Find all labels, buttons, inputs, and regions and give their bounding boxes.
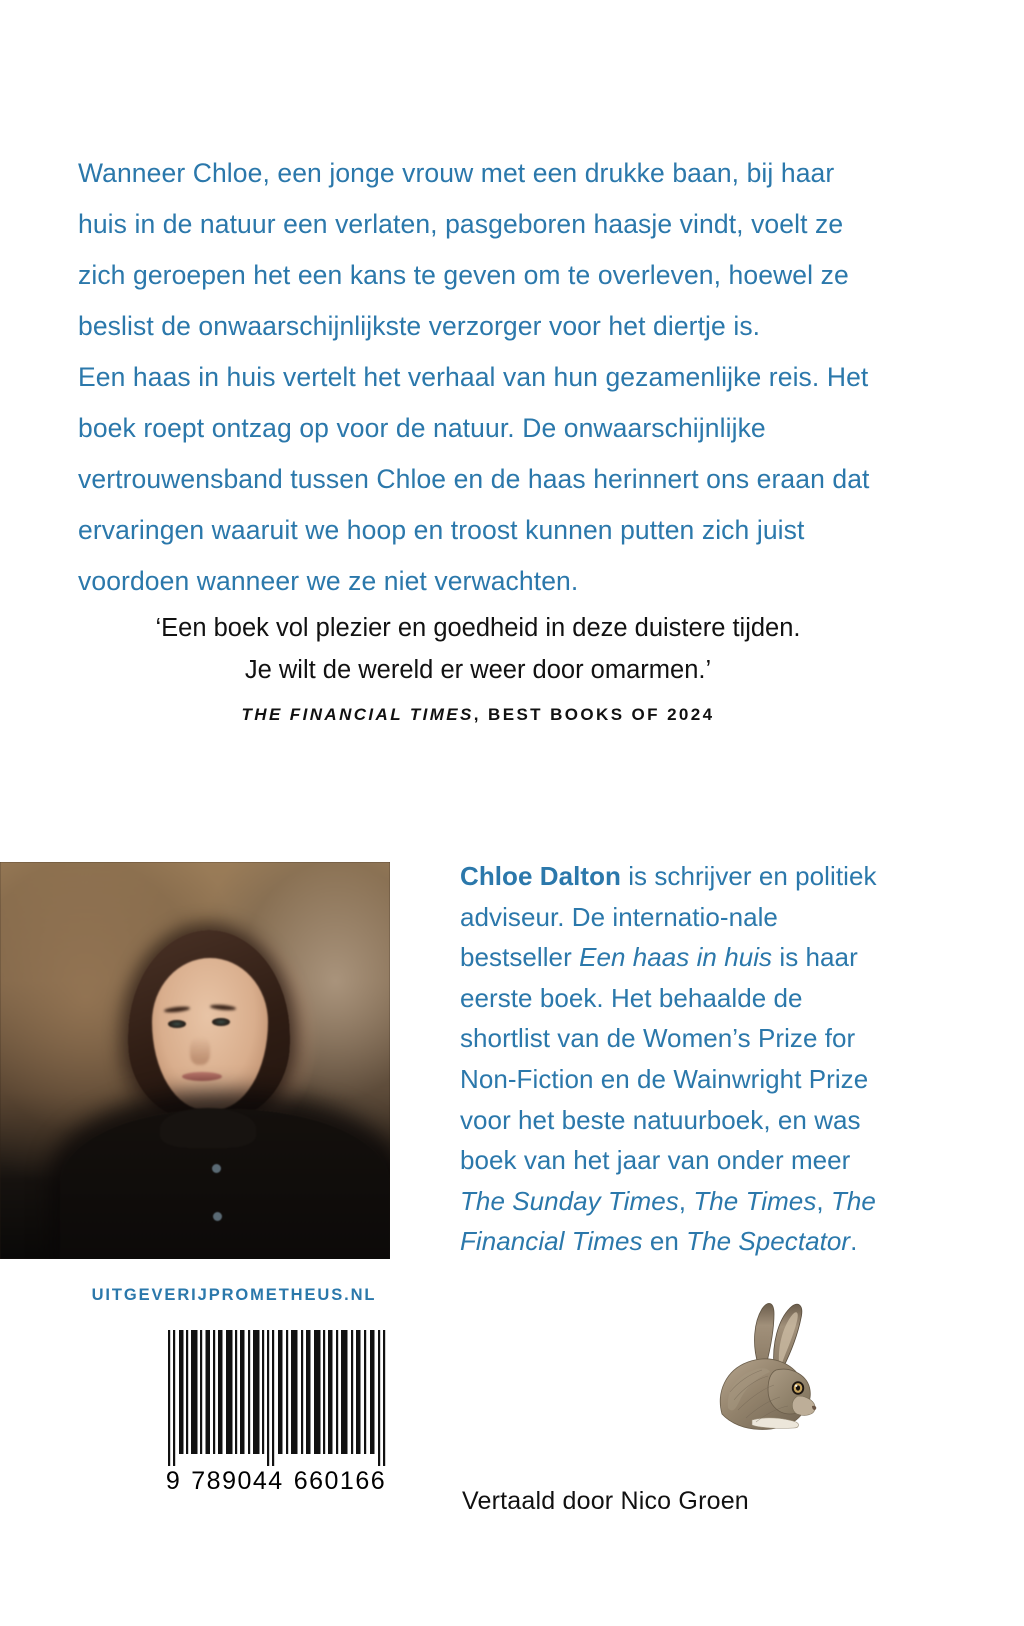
bio-paper-3: The Financial Times [460,1185,876,1257]
barcode-bars-icon [160,1330,392,1466]
bio-sep-2: , [816,1185,831,1216]
bio-sep-1: , [678,1185,694,1216]
portrait-mouth [182,1072,222,1081]
portrait-eye-right [212,1018,230,1026]
blurb-text [78,148,878,607]
author-bio-paragraph [460,856,880,1262]
bio-text-2: is haar eerste boek. Het behaalde de shortlist van de Women’s Prize for Non-Fiction en de Wainwright Prize voor het beste natuurboek, en was boek van het jaar van onder meer [460,942,869,1176]
translator-credit: Vertaald door Nico Groen [462,1487,749,1515]
bio-text-1: is schrijver en politiek adviseur. De internatio-nale bestseller [460,861,877,973]
pull-quote-line-1: ‘Een boek vol plezier en goedheid in deze duistere tijden. [155,614,801,642]
blurb-paragraph-2: Een haas in huis vertelt het verhaal van hun gezamenlijke reis. Het boek roept ontzag op voor de natuur. De onwaarschijnlijke vertrouwensband tussen Chloe en de haas herinnert ons eraan dat ervaringen waaruit we hoop en troost kunnen putten zich juist voordoen wanneer we ze niet verwachten. [78,362,870,596]
author-photo-image [0,862,390,1259]
bio-sep-3: en [642,1226,687,1257]
isbn-group-2: 660166 [293,1467,387,1495]
bio-paper-2: The Times [693,1185,817,1216]
bio-book-title: Een haas in huis [579,942,773,973]
portrait-button-top [212,1164,221,1173]
isbn-lead-digit: 9 [165,1467,182,1495]
author-name: Chloe Dalton [460,861,621,891]
bio-end: . [850,1226,858,1257]
bio-paper-4: The Spectator [686,1226,851,1257]
author-bio [460,856,880,1262]
isbn-number [160,1467,392,1496]
bio-paper-1: The Sunday Times [460,1185,679,1216]
hare-illustration-icon [700,1288,840,1448]
quote-source-suffix: , BEST BOOKS OF 2024 [473,705,715,724]
quote-source-name: THE FINANCIAL TIMES [241,705,474,724]
pull-quote-line-2: Je wilt de wereld er weer door omarmen.’ [244,656,712,684]
portrait-nose [190,1037,210,1065]
blurb-paragraph-1: Wanneer Chloe, een jonge vrouw met een drukke baan, bij haar huis in de natuur een verlaten, pasgeboren haasje vindt, voelt ze zich geroepen het een kans te geven om te overleven, hoewel ze beslist de onwaarschijnlijkste verzorger voor het diertje is. [78,158,849,341]
quote-attribution [78,705,878,725]
pull-quote [78,607,878,691]
portrait-collar [160,1108,256,1148]
portrait-eye-left [168,1020,186,1028]
publisher-url[interactable]: UITGEVERIJPROMETHEUS.NL [91,1286,377,1304]
isbn-barcode [160,1330,392,1496]
author-photo [0,862,390,1259]
isbn-group-1: 789044 [191,1467,284,1495]
portrait-button-bottom [213,1212,222,1221]
